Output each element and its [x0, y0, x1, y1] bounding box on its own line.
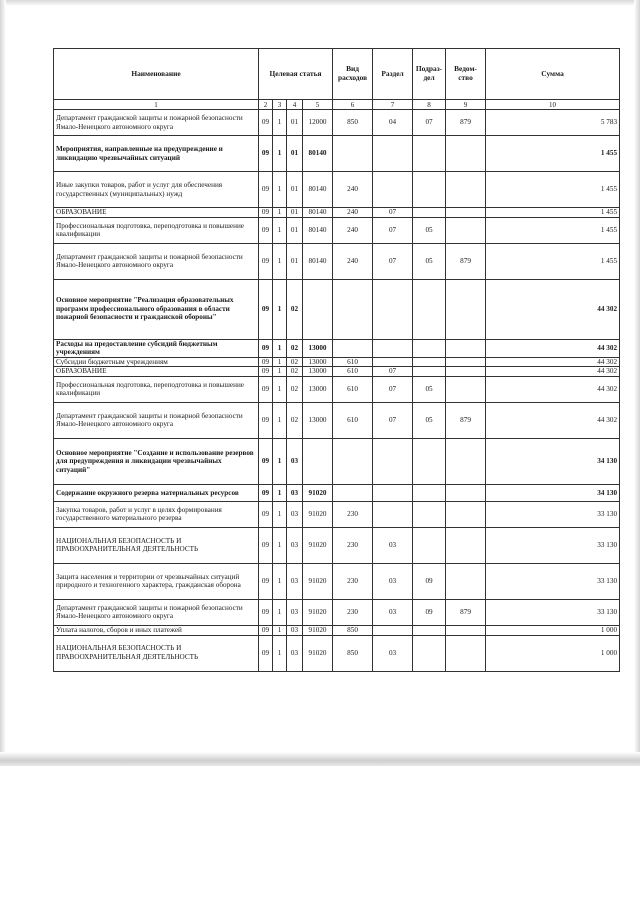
section-code — [373, 484, 413, 501]
header-section: Раздел — [373, 49, 413, 100]
target-code-direction: 13000 — [303, 376, 333, 402]
subsection-code: 05 — [413, 376, 446, 402]
target-code-subprogram: 1 — [273, 357, 287, 367]
section-code: 03 — [373, 563, 413, 599]
target-code-direction: 80140 — [303, 172, 333, 208]
target-code-program: 09 — [259, 484, 273, 501]
target-code-program: 09 — [259, 527, 273, 563]
target-code-subprogram: 1 — [273, 208, 287, 218]
expense-type-code — [333, 279, 373, 339]
header-department: Ведом-ство — [446, 49, 486, 100]
section-code: 03 — [373, 599, 413, 625]
row-name: Департамент гражданской защиты и пожарной безопасности Ямало-Ненецкого автономного округа — [54, 243, 259, 279]
section-code — [373, 625, 413, 635]
target-code-subprogram: 1 — [273, 217, 287, 243]
table-row — [54, 217, 620, 243]
department-code — [446, 136, 486, 172]
target-code-direction: 80140 — [303, 208, 333, 218]
subsection-code: 05 — [413, 243, 446, 279]
target-code-subprogram: 1 — [273, 367, 287, 377]
target-code-direction: 91020 — [303, 599, 333, 625]
page-right-edge — [634, 0, 640, 766]
amount-value: 1 455 — [486, 172, 620, 208]
table-row — [54, 501, 620, 527]
target-code-direction: 91020 — [303, 501, 333, 527]
target-code-activity: 03 — [287, 625, 303, 635]
target-code-program: 09 — [259, 563, 273, 599]
subsection-code — [413, 172, 446, 208]
target-code-direction: 13000 — [303, 367, 333, 377]
expense-type-code: 230 — [333, 501, 373, 527]
target-code-subprogram: 1 — [273, 599, 287, 625]
target-code-activity: 01 — [287, 136, 303, 172]
target-code-activity: 03 — [287, 563, 303, 599]
amount-value: 33 130 — [486, 599, 620, 625]
table-row — [54, 527, 620, 563]
amount-value: 1 455 — [486, 208, 620, 218]
budget-rows — [54, 110, 620, 672]
column-number: 2 — [259, 100, 273, 110]
target-code-activity: 02 — [287, 402, 303, 438]
target-code-subprogram: 1 — [273, 625, 287, 635]
row-name: Содержание окружного резерва материальных ресурсов — [54, 484, 259, 501]
table-row — [54, 110, 620, 136]
department-code — [446, 208, 486, 218]
target-code-program: 09 — [259, 376, 273, 402]
subsection-code: 05 — [413, 402, 446, 438]
amount-value: 1 000 — [486, 635, 620, 671]
department-code: 879 — [446, 243, 486, 279]
target-code-program: 09 — [259, 110, 273, 136]
row-name: Иные закупки товаров, работ и услуг для обеспечения государственных (муниципальных) нужд — [54, 172, 259, 208]
target-code-direction — [303, 279, 333, 339]
target-code-direction: 13000 — [303, 339, 333, 357]
target-code-program: 09 — [259, 438, 273, 484]
row-name: ОБРАЗОВАНИЕ — [54, 208, 259, 218]
subsection-code — [413, 625, 446, 635]
table-row — [54, 279, 620, 339]
department-code — [446, 625, 486, 635]
table-row — [54, 563, 620, 599]
row-name: Основное мероприятие "Реализация образовательных программ профессионального образования в области пожарной безопасности и гражданской обороны" — [54, 279, 259, 339]
amount-value: 44 302 — [486, 367, 620, 377]
target-code-subprogram: 1 — [273, 402, 287, 438]
row-name: НАЦИОНАЛЬНАЯ БЕЗОПАСНОСТЬ И ПРАВООХРАНИТЕЛЬНАЯ ДЕЯТЕЛЬНОСТЬ — [54, 635, 259, 671]
amount-value: 1 455 — [486, 217, 620, 243]
target-code-direction: 80140 — [303, 217, 333, 243]
page-bottom-edge — [0, 752, 640, 766]
table-row — [54, 402, 620, 438]
header-target: Целевая статья — [259, 49, 333, 100]
table-row — [54, 635, 620, 671]
row-name: Департамент гражданской защиты и пожарной безопасности Ямало-Ненецкого автономного округа — [54, 599, 259, 625]
column-number: 5 — [303, 100, 333, 110]
section-code: 07 — [373, 208, 413, 218]
expense-type-code: 850 — [333, 635, 373, 671]
target-code-program: 09 — [259, 635, 273, 671]
department-code — [446, 438, 486, 484]
subsection-code — [413, 357, 446, 367]
section-code: 07 — [373, 217, 413, 243]
table-row — [54, 376, 620, 402]
department-code — [446, 279, 486, 339]
expense-type-code: 850 — [333, 625, 373, 635]
amount-value: 34 130 — [486, 484, 620, 501]
target-code-activity: 03 — [287, 484, 303, 501]
target-code-direction: 91020 — [303, 484, 333, 501]
target-code-activity: 01 — [287, 243, 303, 279]
page-top-edge — [0, 0, 640, 6]
target-code-activity: 01 — [287, 208, 303, 218]
subsection-code — [413, 136, 446, 172]
target-code-program: 09 — [259, 243, 273, 279]
amount-value: 44 302 — [486, 376, 620, 402]
target-code-direction: 12000 — [303, 110, 333, 136]
target-code-direction: 91020 — [303, 635, 333, 671]
target-code-direction: 13000 — [303, 357, 333, 367]
expense-type-code: 610 — [333, 367, 373, 377]
table-row — [54, 367, 620, 377]
subsection-code — [413, 635, 446, 671]
department-code — [446, 339, 486, 357]
department-code — [446, 484, 486, 501]
row-name: Расходы на предоставление субсидий бюджетным учреждениям — [54, 339, 259, 357]
table-row — [54, 136, 620, 172]
row-name: Профессиональная подготовка, переподготовка и повышение квалификации — [54, 217, 259, 243]
expense-type-code: 610 — [333, 402, 373, 438]
target-code-activity: 01 — [287, 217, 303, 243]
target-code-activity: 03 — [287, 527, 303, 563]
section-code: 03 — [373, 635, 413, 671]
target-code-subprogram: 1 — [273, 527, 287, 563]
column-number: 6 — [333, 100, 373, 110]
target-code-direction: 80140 — [303, 243, 333, 279]
target-code-subprogram: 1 — [273, 635, 287, 671]
amount-value: 44 302 — [486, 279, 620, 339]
target-code-program: 09 — [259, 172, 273, 208]
expense-type-code: 230 — [333, 599, 373, 625]
amount-value: 33 130 — [486, 527, 620, 563]
section-code — [373, 136, 413, 172]
target-code-activity: 02 — [287, 339, 303, 357]
target-code-subprogram: 1 — [273, 110, 287, 136]
target-code-program: 09 — [259, 339, 273, 357]
expense-type-code: 240 — [333, 208, 373, 218]
target-code-program: 09 — [259, 599, 273, 625]
subsection-code — [413, 438, 446, 484]
target-code-direction: 91020 — [303, 625, 333, 635]
header-name: Наименование — [54, 49, 259, 100]
amount-value: 1 000 — [486, 625, 620, 635]
target-code-activity: 03 — [287, 438, 303, 484]
target-code-direction: 91020 — [303, 563, 333, 599]
target-code-activity: 03 — [287, 635, 303, 671]
column-number: 9 — [446, 100, 486, 110]
subsection-code: 09 — [413, 599, 446, 625]
table-row — [54, 243, 620, 279]
subsection-code: 07 — [413, 110, 446, 136]
table-row — [54, 208, 620, 218]
amount-value: 1 455 — [486, 243, 620, 279]
row-name: Департамент гражданской защиты и пожарной безопасности Ямало-Ненецкого автономного округа — [54, 110, 259, 136]
target-code-program: 09 — [259, 136, 273, 172]
subsection-code — [413, 367, 446, 377]
target-code-activity: 01 — [287, 172, 303, 208]
section-code — [373, 172, 413, 208]
row-name: Защита населения и территории от чрезвычайных ситуаций природного и техногенного характера, гражданская оборона — [54, 563, 259, 599]
subsection-code — [413, 484, 446, 501]
expense-type-code: 610 — [333, 376, 373, 402]
target-code-subprogram: 1 — [273, 438, 287, 484]
department-code — [446, 376, 486, 402]
amount-value: 33 130 — [486, 563, 620, 599]
target-code-activity: 02 — [287, 367, 303, 377]
section-code: 07 — [373, 402, 413, 438]
target-code-subprogram: 1 — [273, 136, 287, 172]
expense-type-code — [333, 484, 373, 501]
target-code-program: 09 — [259, 367, 273, 377]
column-number-row — [54, 100, 620, 110]
expense-type-code: 240 — [333, 172, 373, 208]
target-code-subprogram: 1 — [273, 484, 287, 501]
expense-type-code: 610 — [333, 357, 373, 367]
table-row — [54, 599, 620, 625]
department-code: 879 — [446, 599, 486, 625]
row-name: НАЦИОНАЛЬНАЯ БЕЗОПАСНОСТЬ И ПРАВООХРАНИТЕЛЬНАЯ ДЕЯТЕЛЬНОСТЬ — [54, 527, 259, 563]
header-subsection: Подраз-дел — [413, 49, 446, 100]
expense-type-code: 850 — [333, 110, 373, 136]
column-number: 4 — [287, 100, 303, 110]
amount-value: 44 302 — [486, 402, 620, 438]
header-expense-type: Вид расходов — [333, 49, 373, 100]
expense-type-code: 240 — [333, 243, 373, 279]
target-code-program: 09 — [259, 625, 273, 635]
target-code-program: 09 — [259, 208, 273, 218]
amount-value: 44 302 — [486, 339, 620, 357]
expense-type-code — [333, 136, 373, 172]
target-code-activity: 02 — [287, 376, 303, 402]
department-code — [446, 367, 486, 377]
department-code: 879 — [446, 402, 486, 438]
section-code: 04 — [373, 110, 413, 136]
table-row — [54, 484, 620, 501]
subsection-code: 05 — [413, 217, 446, 243]
section-code: 07 — [373, 376, 413, 402]
table-row — [54, 339, 620, 357]
expense-type-code: 230 — [333, 563, 373, 599]
target-code-subprogram: 1 — [273, 172, 287, 208]
section-code: 07 — [373, 367, 413, 377]
department-code — [446, 563, 486, 599]
column-number: 8 — [413, 100, 446, 110]
budget-table — [53, 48, 620, 672]
target-code-activity: 03 — [287, 599, 303, 625]
table-row — [54, 357, 620, 367]
section-code — [373, 357, 413, 367]
header-amount: Сумма — [486, 49, 620, 100]
target-code-direction — [303, 438, 333, 484]
amount-value: 33 130 — [486, 501, 620, 527]
target-code-subprogram: 1 — [273, 501, 287, 527]
target-code-activity: 03 — [287, 501, 303, 527]
department-code — [446, 357, 486, 367]
target-code-activity: 01 — [287, 110, 303, 136]
department-code: 879 — [446, 110, 486, 136]
row-name: Уплата налогов, сборов и иных платежей — [54, 625, 259, 635]
target-code-program: 09 — [259, 501, 273, 527]
target-code-program: 09 — [259, 357, 273, 367]
subsection-code — [413, 339, 446, 357]
amount-value: 44 302 — [486, 357, 620, 367]
section-code: 07 — [373, 243, 413, 279]
row-name: Закупка товаров, работ и услуг в целях формирования государственного материального резерва — [54, 501, 259, 527]
department-code — [446, 527, 486, 563]
column-number: 10 — [486, 100, 620, 110]
subsection-code: 09 — [413, 563, 446, 599]
section-code — [373, 501, 413, 527]
target-code-program: 09 — [259, 217, 273, 243]
header-row — [54, 49, 620, 100]
target-code-direction: 80140 — [303, 136, 333, 172]
section-code — [373, 438, 413, 484]
target-code-subprogram: 1 — [273, 279, 287, 339]
department-code — [446, 635, 486, 671]
expense-type-code — [333, 339, 373, 357]
expense-type-code: 240 — [333, 217, 373, 243]
amount-value: 1 455 — [486, 136, 620, 172]
department-code — [446, 501, 486, 527]
target-code-direction: 13000 — [303, 402, 333, 438]
target-code-subprogram: 1 — [273, 376, 287, 402]
column-number: 3 — [273, 100, 287, 110]
target-code-activity: 02 — [287, 279, 303, 339]
target-code-subprogram: 1 — [273, 563, 287, 599]
column-number: 1 — [54, 100, 259, 110]
row-name: ОБРАЗОВАНИЕ — [54, 367, 259, 377]
target-code-subprogram: 1 — [273, 339, 287, 357]
table-row — [54, 172, 620, 208]
row-name: Мероприятия, направленные на предупреждение и ликвидацию чрезвычайных ситуаций — [54, 136, 259, 172]
row-name: Основное мероприятие "Создание и использование резервов для предупреждения и ликвидации чрезвычайных ситуаций" — [54, 438, 259, 484]
section-code — [373, 339, 413, 357]
section-code: 03 — [373, 527, 413, 563]
expense-type-code — [333, 438, 373, 484]
table-row — [54, 438, 620, 484]
row-name: Субсидии бюджетным учреждениям — [54, 357, 259, 367]
target-code-program: 09 — [259, 402, 273, 438]
amount-value: 34 130 — [486, 438, 620, 484]
table-row — [54, 625, 620, 635]
row-name: Департамент гражданской защиты и пожарной безопасности Ямало-Ненецкого автономного округа — [54, 402, 259, 438]
target-code-direction: 91020 — [303, 527, 333, 563]
page-left-edge — [0, 0, 6, 766]
subsection-code — [413, 279, 446, 339]
amount-value: 5 783 — [486, 110, 620, 136]
column-number: 7 — [373, 100, 413, 110]
subsection-code — [413, 208, 446, 218]
target-code-program: 09 — [259, 279, 273, 339]
expense-type-code: 230 — [333, 527, 373, 563]
target-code-subprogram: 1 — [273, 243, 287, 279]
target-code-activity: 02 — [287, 357, 303, 367]
subsection-code — [413, 501, 446, 527]
section-code — [373, 279, 413, 339]
department-code — [446, 217, 486, 243]
subsection-code — [413, 527, 446, 563]
department-code — [446, 172, 486, 208]
row-name: Профессиональная подготовка, переподготовка и повышение квалификации — [54, 376, 259, 402]
